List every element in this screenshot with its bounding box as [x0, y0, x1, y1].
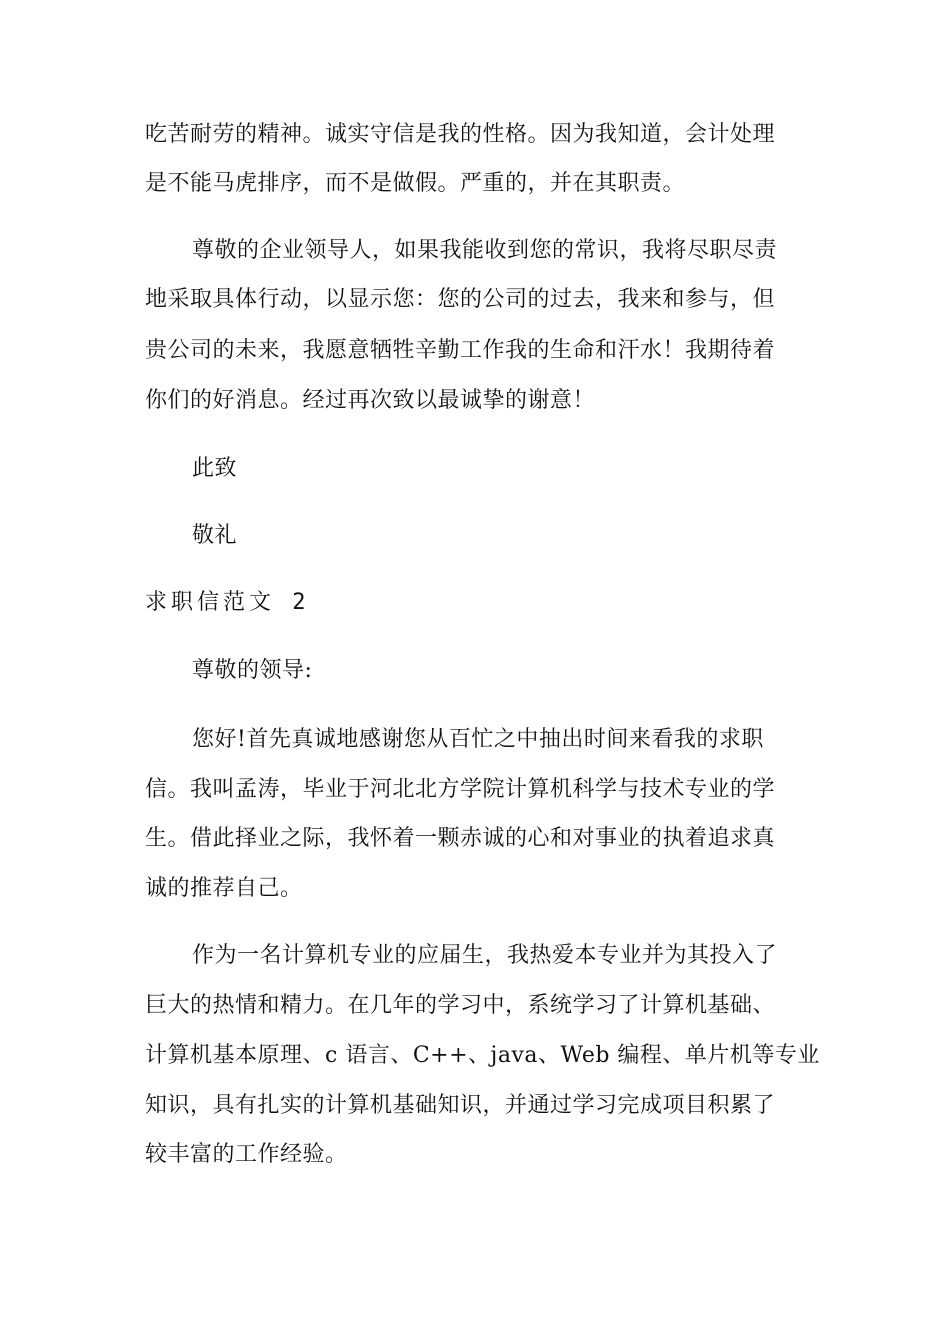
closing-salute: 敬礼	[192, 523, 238, 548]
paragraph-2-line-1: 尊敬的企业领导人，如果我能收到您的常识，我将尽职尽责	[192, 238, 778, 263]
paragraph-3-line-4: 诚的推荐自己。	[145, 876, 303, 901]
salutation: 尊敬的领导:	[192, 658, 313, 683]
section-title: 求职信范文 2	[145, 590, 310, 615]
paragraph-4-line-2: 巨大的热情和精力。在几年的学习中，系统学习了计算机基础、	[145, 993, 776, 1018]
paragraph-1-line-2: 是不能马虎排序，而不是做假。严重的，并在其职责。	[145, 171, 686, 196]
paragraph-2-line-2: 地采取具体行动，以显示您：您的公司的过去，我来和参与，但	[145, 287, 776, 312]
paragraph-1-line-1: 吃苦耐劳的精神。诚实守信是我的性格。因为我知道，会计处理	[145, 122, 776, 147]
paragraph-3-line-3: 生。借此择业之际，我怀着一颗赤诚的心和对事业的执着追求真	[145, 826, 776, 851]
paragraph-2-line-3: 贵公司的未来，我愿意牺牲辛勤工作我的生命和汗水！我期待着	[145, 338, 776, 363]
paragraph-2-line-4: 你们的好消息。经过再次致以最诚挚的谢意！	[145, 388, 596, 413]
paragraph-4-line-1: 作为一名计算机专业的应届生，我热爱本专业并为其投入了	[192, 943, 778, 968]
closing-greeting: 此致	[192, 456, 238, 481]
paragraph-3-line-2: 信。我叫孟涛，毕业于河北北方学院计算机科学与技术专业的学	[145, 777, 776, 802]
paragraph-4-line-3: 计算机基本原理、c 语言、C++、java、Web 编程、单片机等专业	[145, 1043, 820, 1068]
paragraph-4-line-5: 较丰富的工作经验。	[145, 1142, 348, 1167]
paragraph-3-line-1: 您好!首先真诚地感谢您从百忙之中抽出时间来看我的求职	[192, 727, 764, 752]
paragraph-4-line-4: 知识，具有扎实的计算机基础知识，并通过学习完成项目积累了	[145, 1093, 776, 1118]
